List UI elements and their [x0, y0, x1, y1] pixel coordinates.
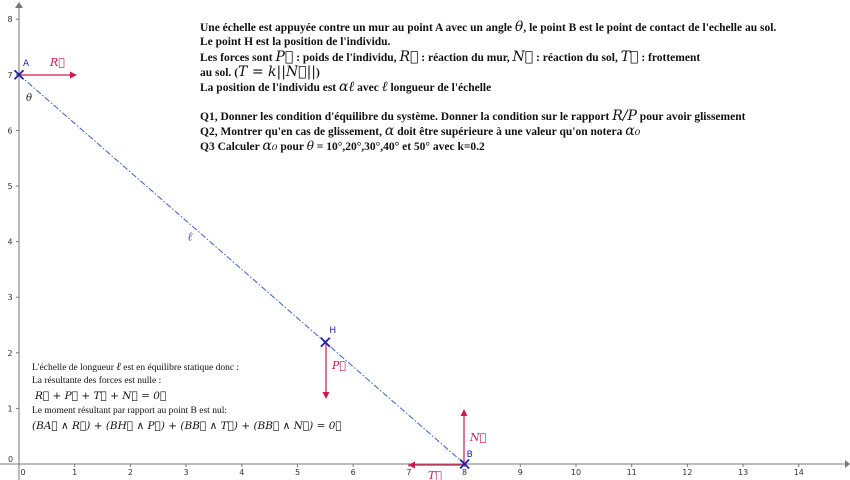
text: Les forces sont — [200, 52, 273, 64]
vector-P[interactable] — [323, 343, 347, 399]
origin-label: 0 — [8, 455, 14, 464]
x-tick-label: 2 — [127, 468, 133, 477]
text: L'échelle de longueur — [32, 363, 114, 373]
vector-T-label: T⃗ — [428, 469, 442, 480]
math-theta: θ — [306, 139, 314, 153]
x-tick-label: 12 — [682, 468, 693, 477]
problem-line-5 — [200, 80, 840, 95]
y-tick-label: 8 — [7, 15, 13, 25]
notes-line-2 — [32, 375, 322, 388]
question-3 — [200, 139, 840, 154]
x-tick-label: 13 — [738, 468, 749, 477]
vector-P-label: P⃗ — [332, 359, 347, 372]
text: Q2, Montrer qu'en cas de glissement, — [200, 126, 382, 138]
problem-line-2 — [200, 35, 840, 50]
vector-R-label: R⃗ — [50, 56, 65, 69]
ladder-length-label: ℓ — [187, 229, 193, 244]
moment-balance-equation: (BA⃗ ∧ R⃗) + (BH⃗ ∧ P⃗) + (BB⃗ ∧ T⃗) + (BB⃗ ∧ N⃗) = 0⃗ — [32, 420, 342, 432]
x-tick-label: 3 — [183, 468, 189, 477]
problem-line-4 — [200, 65, 840, 80]
text: pour avoir glissement — [639, 111, 746, 123]
y-tick-label: 4 — [7, 237, 13, 247]
text: Le point H est la position de l'individu. — [200, 36, 391, 48]
problem-line-3 — [200, 50, 840, 65]
y-ticks — [7, 15, 19, 413]
theta-label: θ — [26, 92, 33, 104]
vector-N[interactable] — [461, 409, 487, 464]
y-axis-arrow-icon — [15, 2, 23, 8]
point-a-label: A — [23, 58, 30, 69]
math-l: ℓ — [116, 360, 121, 373]
math-friction-law: T = k||N⃗|| — [238, 64, 317, 80]
text: : frottement — [641, 52, 701, 64]
point-b-label: B — [466, 450, 473, 460]
y-tick-label: 5 — [7, 182, 13, 191]
text: : réaction du mur, — [421, 52, 510, 64]
x-tick-label: 1 — [72, 468, 78, 477]
text: Une échelle est appuyée contre un mur au point A avec un angle — [200, 22, 512, 34]
text: Q3 Calculer — [200, 141, 260, 153]
x-axis-arrow-icon — [845, 460, 850, 468]
math-theta: θ — [514, 19, 524, 35]
notes-line-1 — [32, 360, 322, 375]
text: est en équilibre statique donc : — [123, 363, 240, 373]
math-R: R⃗ — [399, 49, 419, 65]
math-P: P⃗ — [275, 49, 294, 65]
y-tick-label: 7 — [7, 70, 13, 80]
question-2 — [200, 124, 840, 139]
text: Le moment résultant par rapport au point B est nul: — [32, 406, 227, 416]
text: ) — [316, 67, 320, 79]
notes-line-3 — [32, 405, 322, 418]
y-tick-label: 3 — [7, 293, 13, 303]
vector-R-arrow-icon — [70, 72, 77, 79]
question-1 — [200, 109, 840, 124]
force-balance-equation: R⃗ + P⃗ + T⃗ + N⃗ = 0⃗ — [35, 390, 167, 402]
vector-P-arrow-icon — [323, 392, 330, 399]
problem-line-1 — [200, 20, 840, 35]
point-h-label: H — [329, 326, 337, 337]
text: = 10°,20°,30°,40° et 50° avec k=0.2 — [316, 141, 485, 153]
math-ratio: R/P — [612, 108, 637, 124]
text: longueur de l'échelle — [390, 82, 492, 94]
math-alpha-l: αℓ — [339, 79, 355, 95]
x-tick-label: 9 — [517, 468, 523, 477]
problem-statement — [200, 20, 840, 154]
math-N: N⃗ — [512, 49, 534, 65]
text: La position de l'individu est — [200, 82, 337, 94]
text: au sol. ( — [200, 67, 239, 79]
text: avec — [357, 82, 379, 94]
x-tick-label: 7 — [406, 468, 412, 477]
text: : poids de l'individu, — [296, 52, 397, 64]
text: doit être supérieure à une valeur qu'on notera — [397, 126, 623, 138]
y-tick-label: 6 — [7, 126, 13, 136]
x-tick-label: 8 — [462, 468, 468, 477]
y-tick-label: 1 — [7, 404, 13, 414]
text: La résultante des forces est nulle : — [32, 376, 162, 386]
math-alpha0: α₀ — [625, 123, 641, 139]
x-tick-label: 14 — [793, 468, 804, 477]
x-tick-label: 0 — [20, 468, 26, 477]
x-tick-label: 5 — [294, 468, 301, 477]
math-alpha0: α₀ — [262, 138, 278, 154]
x-tick-label: 6 — [350, 468, 356, 477]
text: pour — [280, 141, 304, 153]
text: : réaction du sol, — [536, 52, 618, 64]
vector-N-arrow-icon — [461, 409, 468, 416]
math-alpha: α — [384, 123, 395, 139]
x-tick-label: 4 — [239, 468, 245, 477]
equilibrium-notes — [32, 360, 342, 435]
x-tick-label: 11 — [626, 468, 637, 477]
x-tick-label: 10 — [570, 468, 582, 477]
text: , le point B est le point de contact de l'echelle au sol. — [523, 22, 777, 34]
y-tick-label: 2 — [7, 348, 13, 358]
math-l: ℓ — [381, 79, 388, 95]
text: Q1, Donner les condition d'équilibre du système. Donner la condition sur le rapport — [200, 111, 610, 123]
vector-N-label: N⃗ — [470, 431, 487, 444]
math-T: T⃗ — [620, 49, 639, 65]
